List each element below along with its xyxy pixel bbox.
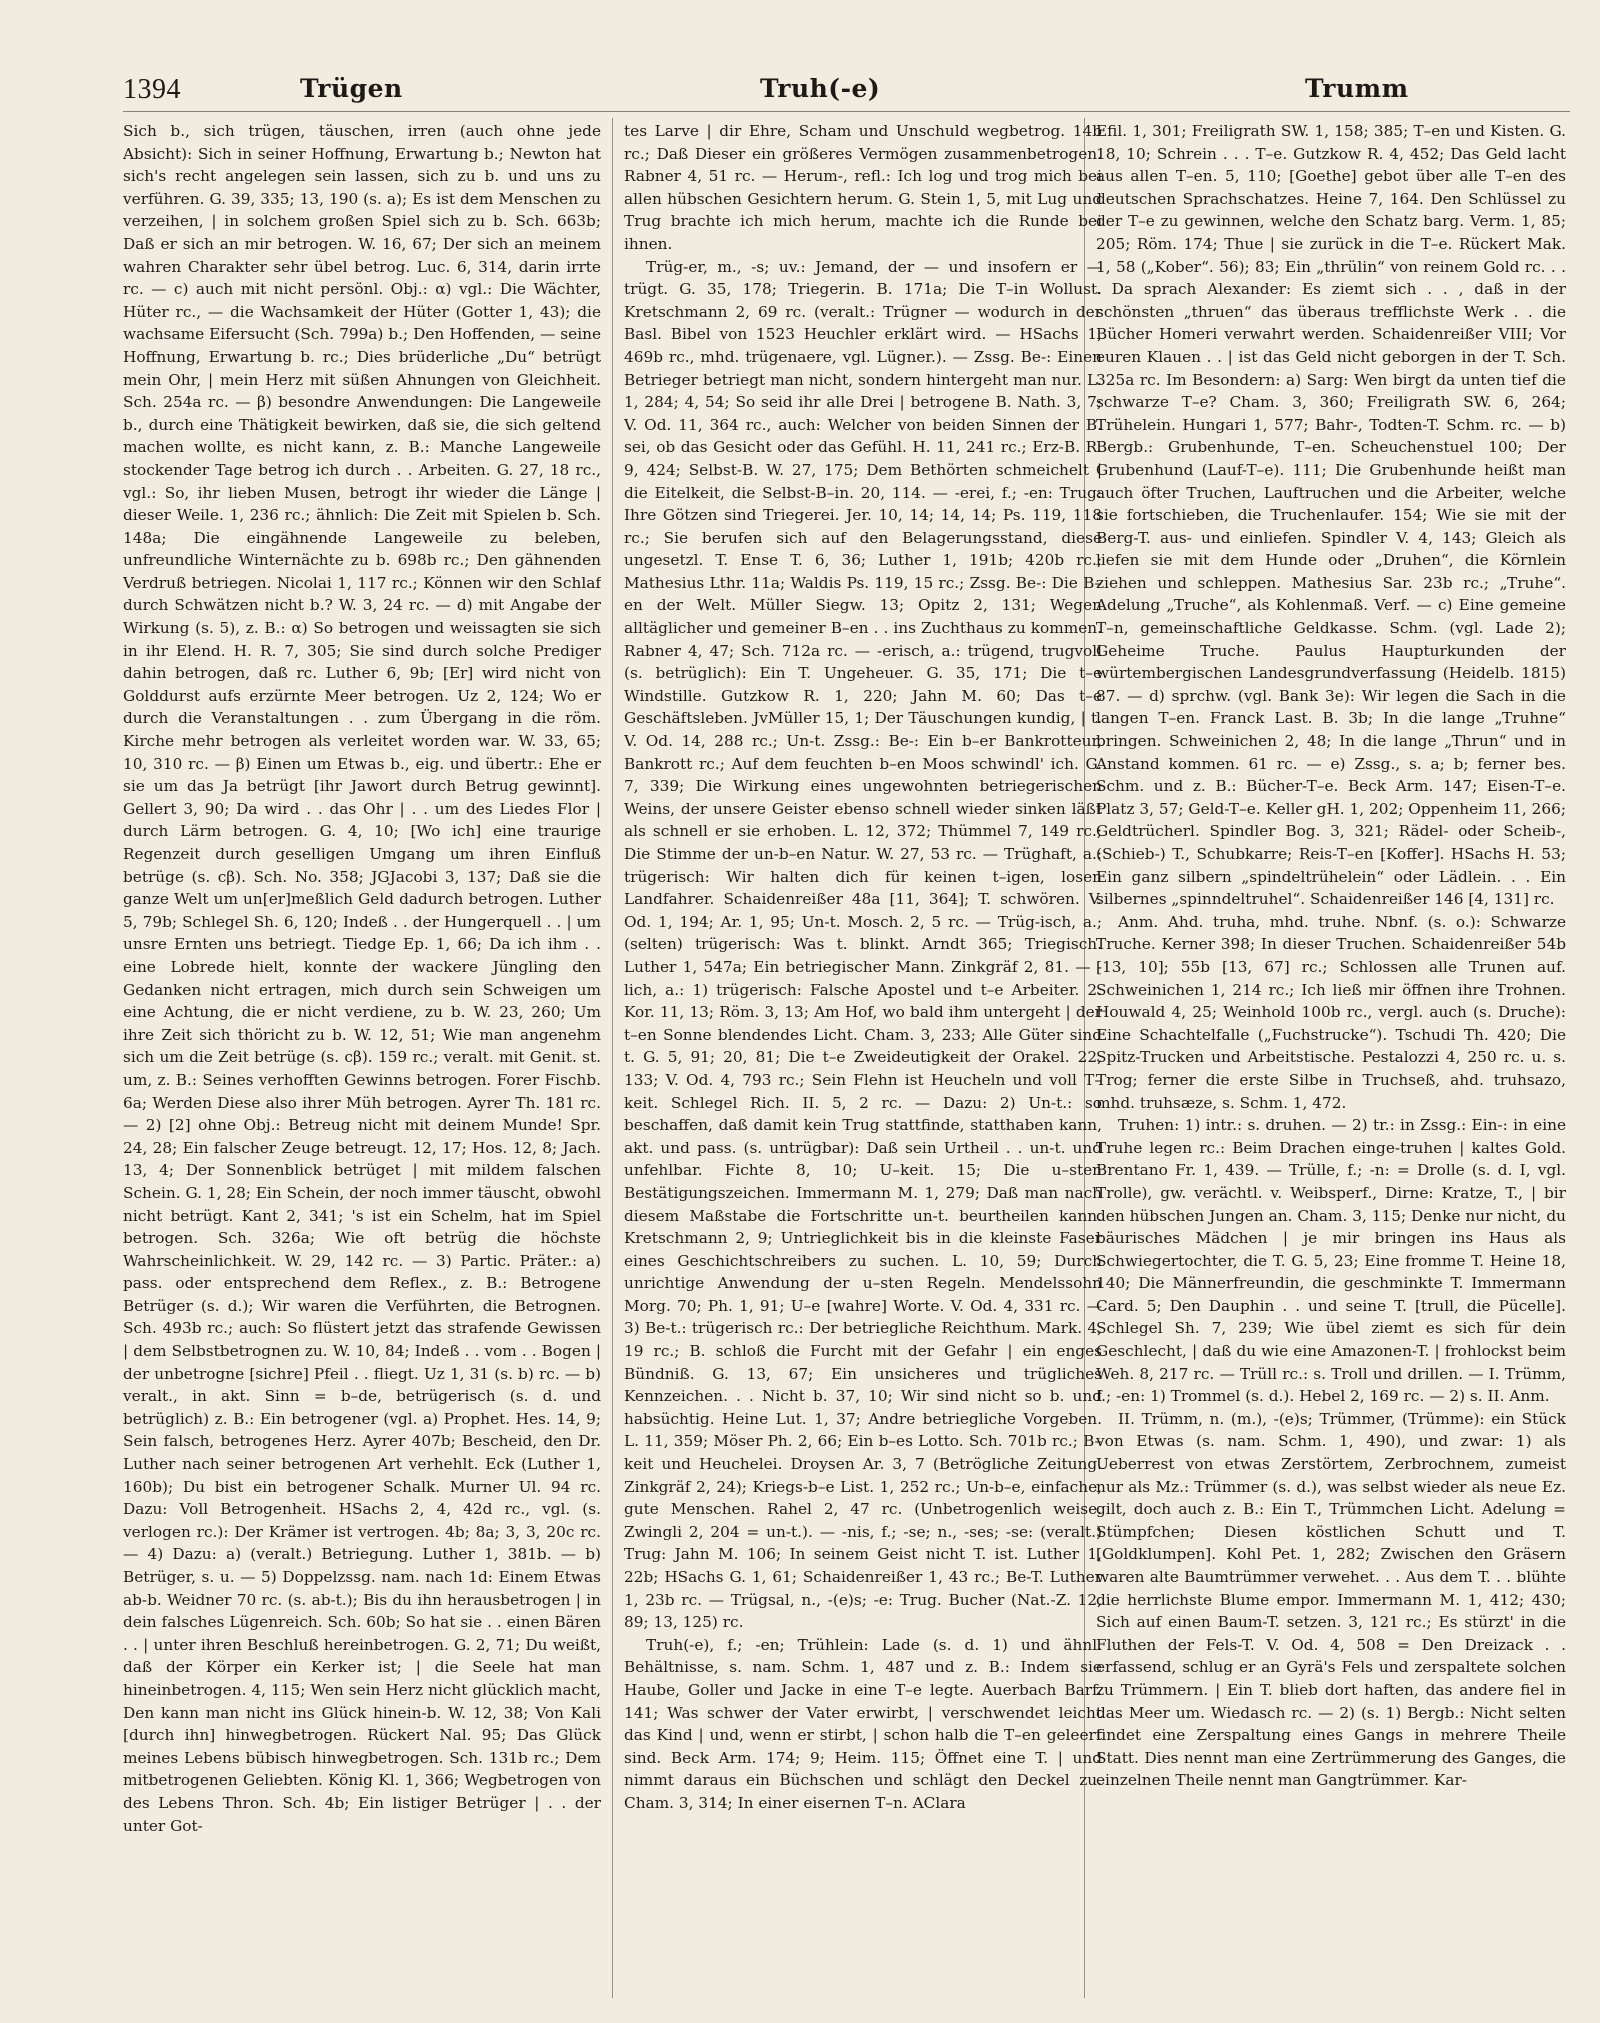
column-middle: [624, 120, 1102, 2000]
entry-note: Anm. Ahd. truha, mhd. truhe. Nbnf. (s. o.): Schwarze Truche. Kerner 398; In dieser Truchen. Schaidenreißer 54b [13, 10]; 55b [13, 67] rc.; Schlossen alle Trunen auf. Schweinichen 1, 214 rc.; Ich ließ mir öffnen ihre Trohnen. Houwald 4, 25; Weinhold 100b rc., vergl. auch (s. Druche): Eine Schachtelfalle („Fuchstrucke“). Tschudi Th. 420; Die Spitz-Trucken und Arbeitstische. Pestalozzi 4, 250 rc. u. s. Trog; ferner die erste Silbe in Truchseß, ahd. truhsazo, mhd. truhsæze, s. Schm. 1, 472.: [1096, 912, 1566, 1112]
entry-truhe: Truh(-e), f.; -en; Trühlein: Lade (s. d. 1) und ähnl. Behältnisse, s. nam. Schm. 1, 487 und z. B.: Indem sie Haube, Goller und Jacke in eine T–e legte. Auerbach Barf. 141; Was schwer der Vater erwirbt, | verschwendet leicht das Kind | und, wenn er stirbt, | schon halb die T–en geleert sind. Beck Arm. 174; 9; Heim. 115; Öffnet eine T. | und nimmt daraus ein Büchschen und schlägt den Deckel zu. Cham. 3, 314; In einer eisernen T–n. AClara: [624, 1635, 1102, 1812]
column-left: [123, 120, 601, 2000]
entry-truhen: Truhen: 1) intr.: s. druhen. — 2) tr.: in Zssg.: Ein-: in eine Truhe legen rc.: Beim Drachen einge-truhen | kaltes Gold. Brentano Fr. 1, 439. — Trülle, f.; -n: = Drolle (s. d. I, vgl. Trolle), gw. verächtl. v. Weibsperf., Dirne: Kratze, T., | bir den hübschen Jungen an. Cham. 3, 115; Denke nur nicht, du bäurisches Mädchen | je mir bringen ins Haus als Schwiegertochter, die T. G. 5, 23; Eine fromme T. Heine 18, 140; Die Männerfreundin, die geschminkte T. Immermann Card. 5; Den Dauphin . . und seine T. [trull, die Pücelle]. Schlegel Sh. 7, 239; Wie übel ziemt es sich für dein Geschlecht, | daß du wie eine Amazonen-T. | frohlockst beim Weh. 8, 217 rc. — Trüll rc.: s. Troll und drillen. — I. Trümm, f.; -en: 1) Trommel (s. d.). Hebel 2, 169 rc. — 2) s. II. Anm.: [1096, 1116, 1566, 1406]
header-right-catchword: Trumm: [1305, 74, 1409, 103]
entry-truemm: II. Trümm, n. (m.), -(e)s; Trümmer, (Trümme): ein Stück von Etwas (s. nam. Schm. 1, 490), und zwar: 1) als Ueberrest von etwas Zerstörtem, Zerbrochnem, zumeist nur als Mz.: Trümmer (s. d.), was selbst wieder als neue Ez. gilt, doch auch z. B.: Ein T., Trümmchen Licht. Adelung = Stümpfchen; Diesen köstlichen Schutt und T. [Goldklumpen]. Kohl Pet. 1, 282; Zwischen den Gräsern waren alte Baumtrümmer verwehet. . . Aus dem T. . . blühte die herrlichste Blume empor. Immermann M. 1, 412; 430; Sich auf einen Baum-T. setzen. 3, 121 rc.; Es stürzt' in die Fluthen der Fels-T. V. Od. 4, 508 = Den Dreizack . . erfassend, schlug er an Gyrä's Fels und zerspaltete solchen zu Trümmern. | Ein T. blieb dort haften, das andere fiel in das Meer um. Wiedasch rc. — 2) (s. 1) Bergb.: Nicht selten findet eine Zerspaltung eines Gangs in mehrere Theile Statt. Dies nennt man eine Zertrümmerung des Ganges, die einzelnen Theile nennt man Gangtrümmer. Kar-: [1096, 1409, 1566, 1790]
header-center-catchword: Truh(-e): [760, 74, 881, 103]
entry-trueger: Trüg-er, m., -s; uv.: Jemand, der — und insofern er — trügt. G. 35, 178; Triegerin. B. 171a; Die T–in Wollust. Kretschmann 2, 69 rc. (veralt.: Trügner — wodurch in der Basl. Bibel von 1523 Heuchler erklärt wird. — HSachs 1, 469b rc., mhd. trügenaere, vgl. Lügner.). — Zssg. Be-: Einen Betrieger betriegt man nicht, sondern hintergeht man nur. L. 1, 284; 4, 54; So seid ihr alle Drei | betrogene B. Nath. 3, 7; V. Od. 11, 364 rc., auch: Welcher von beiden Sinnen der B. sei, ob das Gesicht oder das Gefühl. H. 11, 241 rc.; Erz-B. R. 9, 424; Selbst-B. W. 27, 175; Dem Bethörten schmeichelt | die Eitelkeit, die Selbst-B–in. 20, 114. — -erei, f.; -en: Trug: Ihre Götzen sind Triegerei. Jer. 10, 14; 14, 14; Ps. 119, 118 rc.; Sie berufen sich auf den Belagerungsstand, diese ungesetzl. T. Ense T. 6, 36; Luther 1, 191b; 420b rc.; Mathesius Lthr. 11a; Waldis Ps. 119, 15 rc.; Zssg. Be-: Die B–en der Welt. Müller Siegw. 13; Opitz 2, 131; Wegen alltäglicher und gemeiner B–en . . ins Zuchthaus zu kommen. Rabner 4, 47; Sch. 712a rc. — -erisch, a.: trügend, trugvoll (s. betrüglich): Ein T. Ungeheuer. G. 35, 171; Die t–e Windstille. Gutzkow R. 1, 220; Jahn M. 60; Das t–e Geschäftsleben. JvMüller 15, 1; Der Täuschungen kundig, | t. V. Od. 14, 288 rc.; Un-t. Zssg.: Be-: Ein b–er Bankrotteur, Bankrott rc.; Auf dem feuchten b–en Moos schwindl' ich. G. 7, 339; Die Wirkung eines ungewohnten betriegerischen Weins, der unsere Geister ebenso schnell wieder sinken läßt als schnell er sie erhoben. L. 12, 372; Thümmel 7, 149 rc.; Die Stimme der un-b–en Natur. W. 27, 53 rc. — Trüghaft, a.: trügerisch: Wir halten dich für keinen t–igen, losen Landfahrer. Schaidenreißer 48a [11, 364]; T. schwören. V. Od. 1, 194; Ar. 1, 95; Un-t. Mosch. 2, 5 rc. — Trüg-isch, a.; (selten) trügerisch: Was t. blinkt. Arndt 365; Triegisch. Luther 1, 547a; Ein betriegischer Mann. Zinkgräf 2, 81. — -lich, a.: 1) trügerisch: Falsche Apostel und t–e Arbeiter. 2. Kor. 11, 13; Röm. 3, 13; Am Hof, wo bald ihm untergeht | der t–en Sonne blendendes Licht. Cham. 3, 233; Alle Güter sind t. G. 5, 91; 20, 81; Die t–e Zweideutigkeit der Orakel. 22, 133; V. Od. 4, 793 rc.; Sein Flehn ist Heucheln und voll T–keit. Schlegel Rich. II. 5, 2 rc. — Dazu: 2) Un-t.: so beschaffen, daß damit kein Trug stattfinde, statthaben kann, akt. und pass. (s. untrügbar): Daß sein Urtheil . . un-t. und unfehlbar. Fichte 8, 10; U–keit. 15; Die u–sten Bestätigungszeichen. Immermann M. 1, 279; Daß man nach diesem Maßstabe die Fortschritte un-t. beurtheilen kann. Kretschmann 2, 9; Untrieglichkeit bis in die kleinste Faser eines Geschichtschreibers zu suchen. L. 10, 59; Durch unrichtige Anwendung der u–sten Regeln. Mendelssohn Morg. 70; Ph. 1, 91; U–e [wahre] Worte. V. Od. 4, 331 rc. — 3) Be-t.: trügerisch rc.: Der betriegliche Reichthum. Mark. 4, 19 rc.; B. schloß die Furcht mit der Gefahr | ein enges Bündniß. G. 13, 67; Ein unsicheres und trügliches Kennzeichen. . . Nicht b. 37, 10; Wir sind nicht so b. und habsüchtig. Heine Lut. 1, 37; Andre betriegliche Vorgeben. L. 11, 359; Möser Ph. 2, 66; Ein b–es Lotto. Sch. 701b rc.; B–keit und Heuchelei. Droysen Ar. 3, 7 (Betrögliche Zeitung. Zinkgräf 2, 24); Kriegs-b–e List. 1, 252 rc.; Un-b–e, einfache, gute Menschen. Rahel 2, 47 rc. (Unbetrogenlich weise. Zwingli 2, 204 = un-t.). — -nis, f.; -se; n., -ses; -se: (veralt.) Trug: Jahn M. 106; In seinem Geist nicht T. ist. Luther 1, 22b; HSachs G. 1, 61; Schaidenreißer 1, 43 rc.; Be-T. Luther 1, 23b rc. — Trügsal, n., -(e)s; -e: Trug. Bucher (Nat.-Z. 12, 89; 13, 125) rc.: [624, 257, 1102, 1632]
column-divider: [612, 118, 613, 1998]
entry-paragraph: tes Larve | dir Ehre, Scham und Unschuld wegbetrog. 14b rc.; Daß Dieser ein größeres Vermögen zusammenbetrogen. Rabner 4, 51 rc. — Herum-, refl.: Ich log und trog mich bei allen hübschen Gesichtern herum. G. Stein 1, 5, mit Lug und Trug brachte ich mich herum, machte ich die Runde bei ihnen.: [624, 122, 1102, 253]
entry-paragraph: Efil. 1, 301; Freiligrath SW. 1, 158; 385; T–en und Kisten. G. 18, 10; Schrein . . . T–e. Gutzkow R. 4, 452; Das Geld lacht aus allen T–en. 5, 110; [Goethe] gebot über alle T–en des deutschen Sprachschatzes. Heine 7, 164. Den Schlüssel zu der T–e zu gewinnen, welche den Schatz barg. Verm. 1, 85; 205; Röm. 174; Thue | sie zurück in die T–e. Rückert Mak. 1, 58 („Kober“. 56); 83; Ein „thrülin“ von reinem Gold rc. . . . Da sprach Alexander: Es ziemt sich . . , daß in der schönsten „thruen“ das überaus trefflichste Werk . . die Bücher Homeri verwahrt werden. Schaidenreißer VIII; Vor euren Klauen . . | ist das Geld nicht geborgen in der T. Sch. 325a rc. Im Besondern: a) Sarg: Wen birgt da unten tief die schwarze T–e? Cham. 3, 360; Freiligrath SW. 6, 264; Trühelein. Hungari 1, 577; Bahr-, Todten-T. Schm. rc. — b) Bergb.: Grubenhunde, T–en. Scheuchenstuel 100; Der Grubenhund (Lauf-T–e). 111; Die Grubenhunde heißt man auch öfter Truchen, Lauftruchen und die Arbeiter, welche sie fortschieben, die Truchenlaufer. 154; Wie sie mit der Berg-T. aus- und einliefen. Spindler V. 4, 143; Gleich als liefen sie mit dem Hunde oder „Druhen“, die Körnlein ziehen und schleppen. Mathesius Sar. 23b rc.; „Truhe“. Adelung „Truche“, als Kohlenmaß. Verf. — c) Eine gemeine T–n, gemeinschaftliche Geldkasse. Schm. (vgl. Lade 2); Geheime Truche. Paulus Haupturkunden der würtembergischen Landesgrundverfassung (Heidelb. 1815) 87. — d) sprchw. (vgl. Bank 3e): Wir legen die Sach in die langen T–en. Franck Last. B. 3b; In die lange „Truhne“ bringen. Schweinichen 2, 48; In die lange „Thrun“ und in Anstand kommen. 61 rc. — e) Zssg., s. a; b; ferner bes. Schm. und z. B.: Bücher-T–e. Beck Arm. 147; Eisen-T–e. Platz 3, 57; Geld-T–e. Keller gH. 1, 202; Oppenheim 11, 266; Geldtrücherl. Spindler Bog. 3, 321; Rädel- oder Scheib-, (Schieb-) T., Schubkarre; Reis-T–en [Koffer]. HSachs H. 53; Ein ganz silbern „spindeltrühelein“ oder Lädlein. . . Ein silbernes „spinndeltruhel“. Schaidenreißer 146 [4, 131] rc.: [1096, 122, 1566, 909]
header-rule: [123, 111, 1570, 112]
page-number: 1394: [123, 74, 181, 105]
header-left-catchword: Trügen: [300, 74, 403, 103]
column-right: [1096, 120, 1566, 2000]
entry-paragraph: Sich b., sich trügen, täuschen, irren (auch ohne jede Absicht): Sich in seiner Hoffnung, Erwartung b.; Newton hat sich's recht angelegen sein lassen, sich zu b. und uns zu verführen. G. 39, 335; 13, 190 (s. a); Es ist dem Menschen zu verzeihen, | in solchem großen Spiel sich zu b. Sch. 663b; Daß er sich an mir betrogen. W. 16, 67; Der sich an meinem wahren Charakter sehr übel betrog. Luc. 6, 314, darin irrte rc. — c) auch mit nicht persönl. Obj.: α) vgl.: Die Wächter, Hüter rc., — die Wachsamkeit der Hüter (Gotter 1, 43); die wachsame Eifersucht (Sch. 799a) b.; Den Hoffenden, — seine Hoffnung, Erwartung b. rc.; Dies brüderliche „Du“ betrügt mein Ohr, | mein Herz mit süßen Ahnungen von Gleichheit. Sch. 254a rc. — β) besondre Anwendungen: Die Langeweile b., durch eine Thätigkeit bewirken, daß sie, die sich geltend machen wollte, es nicht kann, z. B.: Manche Langeweile stockender Tage betrog ich durch . . Arbeiten. G. 27, 18 rc., vgl.: So, ihr lieben Musen, betrogt ihr wieder die Länge | dieser Weile. 1, 236 rc.; ähnlich: Die Zeit mit Spielen b. Sch. 148a; Die eingähnende Langeweile zu beleben, unfreundliche Winternächte zu b. 698b rc.; Den gähnenden Verdruß betriegen. Nicolai 1, 117 rc.; Können wir den Schlaf durch Schwätzen nicht b.? W. 3, 24 rc. — d) mit Angabe der Wirkung (s. 5), z. B.: α) So betrogen und weissagten sie sich in ihr Elend. H. R. 7, 305; Sie sind durch solche Prediger dahin betrogen, daß rc. Luther 6, 9b; [Er] wird nicht von Golddurst aufs erzürnte Meer betrogen. Uz 2, 124; Wo er durch die Veranstaltungen . . zum Übergang in die röm. Kirche mehr betrogen als verleitet worden war. W. 33, 65; 10, 310 rc. — β) Einen um Etwas b., eig. und übertr.: Ehe er sie um das Ja betrügt [ihr Jawort durch Betrug gewinnt]. Gellert 3, 90; Da wird . . das Ohr | . . um des Liedes Flor | durch Lärm betrogen. G. 4, 10; [Wo ich] eine traurige Regenzeit durch geselligen Umgang um ihren Einfluß betrüge (s. cβ). Sch. No. 358; JGJacobi 3, 137; Daß sie die ganze Welt um un[er]meßlich Geld dadurch betrogen. Luther 5, 79b; Schlegel Sh. 6, 120; Indeß . . der Hungerquell . . | um unsre Ernten uns betriegt. Tiedge Ep. 1, 66; Da ich ihm . . eine Lobrede hielt, konnte der wackere Jüngling den Gedanken nicht ertragen, mich durch sein Schweigen um eine Achtung, die er nicht verdiene, zu b. W. 23, 260; Um ihre Zeit sich thöricht zu b. W. 12, 51; Wie man angenehm sich um die Zeit betrüge (s. cβ). 159 rc.; veralt. mit Genit. st. um, z. B.: Seines verhofften Gewinns betrogen. Forer Fischb. 6a; Werden Diese also ihrer Müh betrogen. Ayrer Th. 181 rc. — 2) [2] ohne Obj.: Betreug nicht mit deinem Munde! Spr. 24, 28; Ein falscher Zeuge betreugt. 12, 17; Hos. 12, 8; Jach. 13, 4; Der Sonnenblick betrüget | mit mildem falschen Schein. G. 1, 28; Ein Schein, der noch immer täuscht, obwohl nicht betrügt. Kant 2, 341; 's ist ein Schelm, hat im Spiel betrogen. Sch. 326a; Wie oft betrüg die höchste Wahrscheinlichkeit. W. 29, 142 rc. — 3) Partic. Präter.: a) pass. oder entsprechend dem Reflex., z. B.: Betrogene Betrüger (s. d.); Wir waren die Verführten, die Betrognen. Sch. 493b rc.; auch: So flüstert jetzt das strafende Gewissen | dem Selbstbetrognen zu. W. 10, 84; Indeß . . vom . . Bogen | der unbetrogne [sichre] Pfeil . . fliegt. Uz 1, 31 (s. b) rc. — b) veralt., in akt. Sinn = b–de, betrügerisch (s. d. und betrüglich) z. B.: Ein betrogener (vgl. a) Prophet. Hes. 14, 9; Sein falsch, betrogenes Herz. Ayrer 407b; Bescheid, den Dr. Luther nach seiner betrogenen Art verhehlt. Eck (Luther 1, 160b); Du bist ein betrogener Schalk. Murner Ul. 94 rc. Dazu: Voll Betrogenheit. HSachs 2, 4, 42d rc., vgl. (s. verlogen rc.): Der Krämer ist vertrogen. 4b; 8a; 3, 3, 20c rc. — 4) Dazu: a) (veralt.) Betriegung. Luther 1, 381b. — b) Betrüger, s. u. — 5) Doppelzssg. nam. nach 1d: Einem Etwas ab-b. Weidner 70 rc. (s. ab-t.); Bis du ihn herausbetrogen | in dein falsches Lügenreich. Sch. 60b; So hat sie . . einen Bären . . | unter ihren Beschluß hereinbetrogen. G. 2, 71; Du weißt, daß der Körper ein Kerker ist; | die Seele hat man hineinbetrogen. 4, 115; Wen sein Herz nicht glücklich macht, Den kann man nicht ins Glück hinein-b. W. 12, 38; Von Kali [durch ihn] hinwegbetrogen. Rückert Nal. 95; Das Glück meines Lebens bübisch hinwegbetrogen. Sch. 131b rc.; Dem mitbetrogenen Geliebten. König Kl. 1, 366; Wegbetrogen von des Lebens Thron. Sch. 4b; Ein listiger Betrüger | . . der unter Got-: [123, 122, 601, 1835]
